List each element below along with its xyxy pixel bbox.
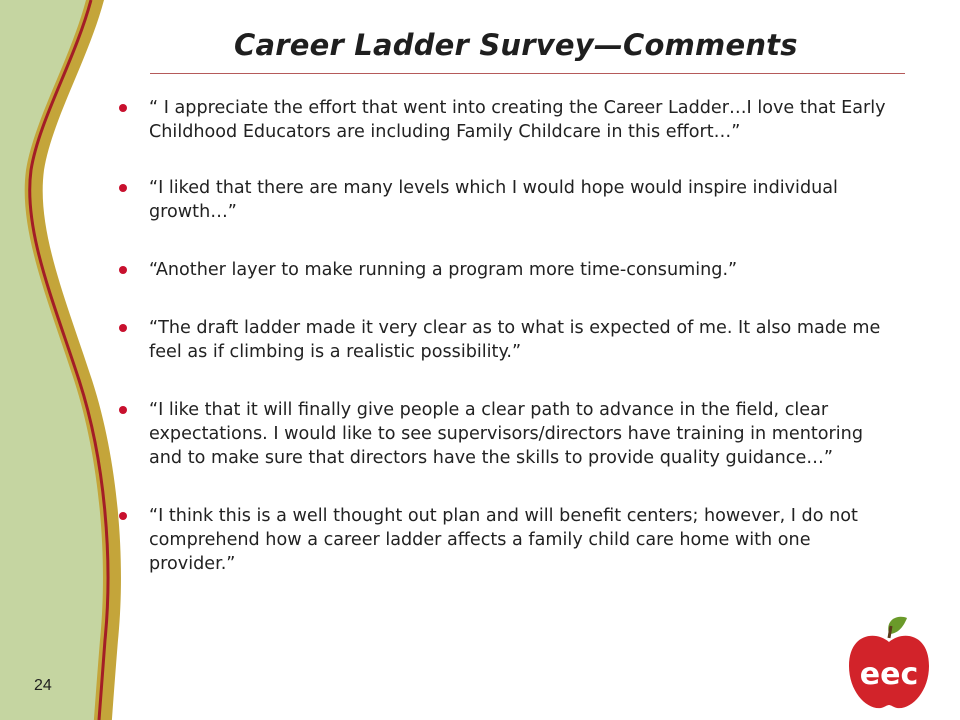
comment-text: “Another layer to make running a program more time-consuming.” [149,260,738,280]
bullet-dot-icon [119,324,127,332]
comment-text: “The draft ladder made it very clear as to what is expected of me. It also made me feel as if climbing is a realistic possibility.” [149,318,881,362]
bullet-dot-icon [119,406,127,414]
logo-text: eec [859,657,919,692]
title-underline [150,73,905,74]
comment-item [115,398,900,470]
page-number: 24 [34,677,52,694]
bullet-dot-icon [119,266,127,274]
bullet-dot-icon [119,512,127,520]
comment-item [115,504,900,576]
comment-text: “ I appreciate the effort that went into creating the Career Ladder…I love that Early Childhood Educators are including Family Childcare in this effort…” [149,98,886,142]
comment-item [115,316,900,364]
bullet-dot-icon [119,104,127,112]
comment-list [115,96,900,576]
eec-apple-logo [845,612,933,712]
comment-text: “I like that it will finally give people a clear path to advance in the field, clear expectations. I would like to see supervisors/directors have training in mentoring and to make sure that directors have the skills to provide quality guidance…” [149,400,863,468]
comment-item [115,258,900,282]
comment-item [115,176,900,224]
slide-title: Career Ladder Survey—Comments [234,28,798,62]
comment-item [115,96,900,144]
comment-text: “I liked that there are many levels which I would hope would inspire individual growth…” [149,178,838,222]
comment-text: “I think this is a well thought out plan and will benefit centers; however, I do not comprehend how a career ladder affects a family child care home with one provider.” [149,506,858,574]
bullet-dot-icon [119,184,127,192]
